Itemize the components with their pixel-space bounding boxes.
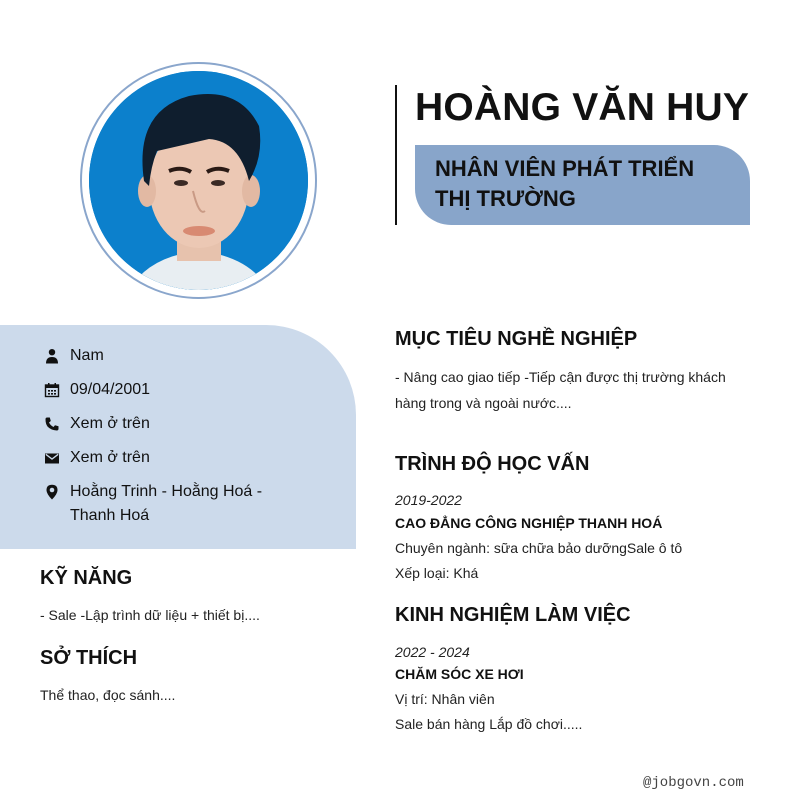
experience-position: Vị trí: Nhân viên [395,691,495,707]
email-value[interactable]: Xem ở trên [70,449,150,466]
address-line1: Hoằng Trinh - Hoằng Hoá - [70,483,263,500]
experience-period: 2022 - 2024 [395,644,470,660]
address-line2: Thanh Hoá [70,507,150,524]
hobbies-heading: SỞ THÍCH [40,647,138,669]
skills-text: - Sale -Lập trình dữ liệu + thiết bị.... [40,607,260,623]
calendar-icon [44,378,60,402]
watermark: @jobgovn.com [643,775,744,791]
phone-value[interactable]: Xem ở trên [70,415,150,432]
avatar-photo [89,71,308,290]
gender-value: Nam [70,347,104,364]
avatar-frame [80,62,317,299]
education-major: Chuyên ngành: sữa chữa bảo dưỡngSale ô tô [395,540,683,556]
experience-description: Sale bán hàng Lắp đồ chơi..... [395,716,583,732]
info-address [44,480,262,528]
address-value [70,480,262,528]
education-period: 2019-2022 [395,492,462,508]
header-divider [395,85,397,225]
hobbies-text: Thể thao, đọc sánh.... [40,687,176,703]
skills-heading: KỸ NĂNG [40,567,133,589]
objective-line1: - Nâng cao giao tiếp -Tiếp cận được thị trường khách [395,369,726,385]
person-icon [44,344,60,368]
education-heading: TRÌNH ĐỘ HỌC VẤN [395,453,590,475]
info-email [44,446,150,470]
email-icon [44,446,60,470]
location-pin-icon [44,480,60,504]
birthdate-value: 09/04/2001 [70,381,151,398]
job-title-line1: NHÂN VIÊN PHÁT TRIỂN [435,156,695,181]
info-gender [44,344,104,368]
info-phone [44,412,150,436]
experience-heading: KINH NGHIỆM LÀM VIỆC [395,604,631,626]
job-title-box [415,145,750,225]
phone-icon [44,412,60,436]
objective-heading: MỤC TIÊU NGHỀ NGHIỆP [395,328,638,350]
job-title-line2: THỊ TRƯỜNG [435,186,576,211]
education-school: CAO ĐẲNG CÔNG NGHIỆP THANH HOÁ [395,515,663,531]
info-birthdate [44,378,150,402]
candidate-name: HOÀNG VĂN HUY [415,86,750,129]
education-rank: Xếp loại: Khá [395,565,479,581]
portrait-photo-icon [89,71,308,290]
objective-line2: hàng trong và ngoài nước.... [395,395,572,411]
experience-company: CHĂM SÓC XE HƠI [395,666,524,682]
